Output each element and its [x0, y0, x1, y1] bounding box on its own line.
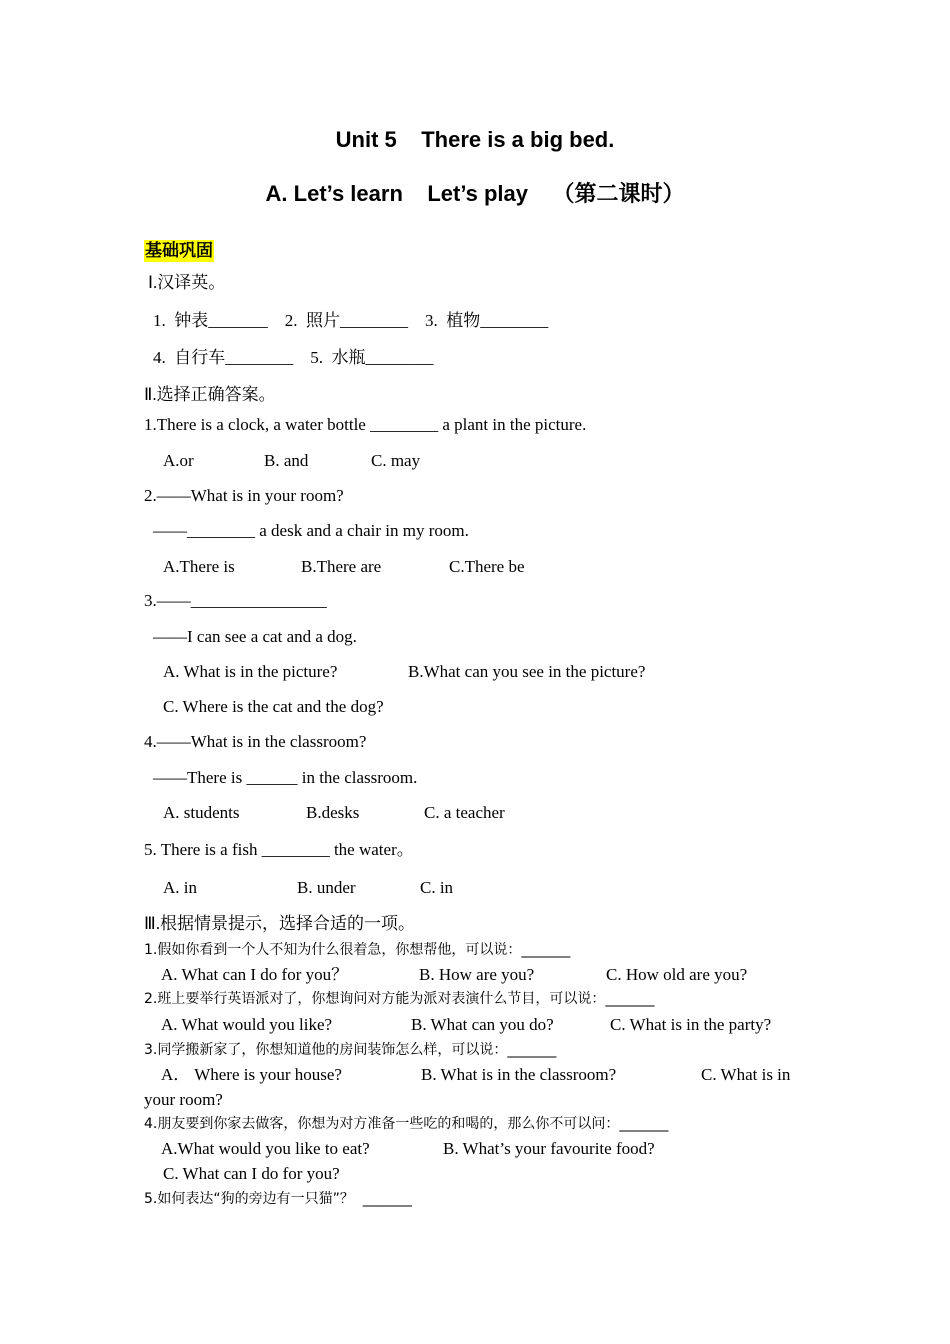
- part2-q4-option-a: A. students: [163, 803, 240, 822]
- part3-q1-option-a: A. What can I do for you？: [161, 965, 349, 984]
- part2-heading: Ⅱ.选择正确答案。: [144, 385, 276, 404]
- part3-q2-option-b: B. What can you do?: [411, 1015, 554, 1034]
- page-title: Unit 5 There is a big bed.: [335, 127, 615, 152]
- part2-q5: 5. There is a fish ________ the water。: [144, 840, 414, 859]
- part2-q2-option-b: B.There are: [301, 557, 382, 576]
- part1-row1: 1. 钟表_______ 2. 照片________ 3. 植物________: [153, 311, 549, 330]
- part2-q5-option-a: A. in: [163, 878, 197, 897]
- part3-q3-option-b: B. What is in the classroom?: [421, 1065, 617, 1084]
- part2-q3-reply: ——I can see a cat and a dog.: [153, 627, 357, 646]
- part3-q3: 3.同学搬新家了，你想知道他的房间装饰怎么样，可以说：_______: [144, 1042, 557, 1058]
- part2-q4-reply: ——There is ______ in the classroom.: [153, 768, 418, 787]
- part2-q3: 3.——________________: [144, 591, 327, 610]
- part3-q4-option-a: A.What would you like to eat?: [161, 1139, 370, 1158]
- part2-q2-option-a: A.There is: [163, 557, 235, 576]
- part2-q4: 4.——What is in the classroom?: [144, 732, 367, 751]
- part2-q3-option-c: C. Where is the cat and the dog?: [163, 697, 384, 716]
- part2-q3-option-b: B.What can you see in the picture?: [408, 662, 646, 681]
- part3-q2-option-a: A. What would you like?: [161, 1015, 333, 1034]
- page-subtitle: A. Let’s learn Let’s play （第二课时）: [265, 181, 685, 206]
- part3-q1-option-b: B. How are you?: [419, 965, 535, 984]
- part2-q1-option-a: A.or: [163, 451, 194, 470]
- part3-q5: 5.如何表达“狗的旁边有一只猫”？ _______: [144, 1191, 412, 1207]
- part3-q2: 2.班上要举行英语派对了，你想询问对方能为派对表演什么节目，可以说：_______: [144, 991, 655, 1007]
- part2-q2: 2.——What is in your room?: [144, 486, 344, 505]
- part2-q3-option-a: A. What is in the picture?: [163, 662, 338, 681]
- part3-q2-option-c: C. What is in the party?: [610, 1015, 772, 1034]
- part2-q4-option-b: B.desks: [306, 803, 360, 822]
- part2-q1-option-b: B. and: [264, 451, 309, 470]
- part2-q5-option-b: B. under: [297, 878, 356, 897]
- part2-q2-option-c: C.There be: [449, 557, 525, 576]
- part2-q1-option-c: C. may: [371, 451, 421, 470]
- section-tag: 基础巩固: [145, 241, 213, 261]
- part1-heading: Ⅰ.汉译英。: [148, 273, 226, 292]
- part3-q4-option-b: B. What’s your favourite food?: [443, 1139, 655, 1158]
- part2-q4-option-c: C. a teacher: [424, 803, 505, 822]
- part3-q1-option-c: C. How old are you?: [606, 965, 748, 984]
- part2-q5-option-c: C. in: [420, 878, 454, 897]
- part3-heading: Ⅲ.根据情景提示，选择合适的一项。: [144, 914, 415, 933]
- part2-q1: 1.There is a clock, a water bottle ________ a plant in the picture.: [144, 415, 587, 434]
- part3-q3-option-a: A． Where is your house?: [161, 1065, 342, 1084]
- part3-q1: 1.假如你看到一个人不知为什么很着急，你想帮他，可以说：_______: [144, 942, 571, 958]
- part1-row2: 4. 自行车________ 5. 水瓶________: [153, 348, 434, 367]
- part3-q4-option-c: C. What can I do for you?: [163, 1164, 340, 1183]
- part3-q4: 4.朋友要到你家去做客，你想为对方准备一些吃的和喝的，那么你不可以问：_______: [144, 1116, 669, 1132]
- part3-q3-option-c: C. What is in: [701, 1065, 791, 1084]
- part2-q2-reply: ——________ a desk and a chair in my room.: [153, 521, 469, 540]
- part3-q3-option-c-continued: your room?: [144, 1090, 223, 1109]
